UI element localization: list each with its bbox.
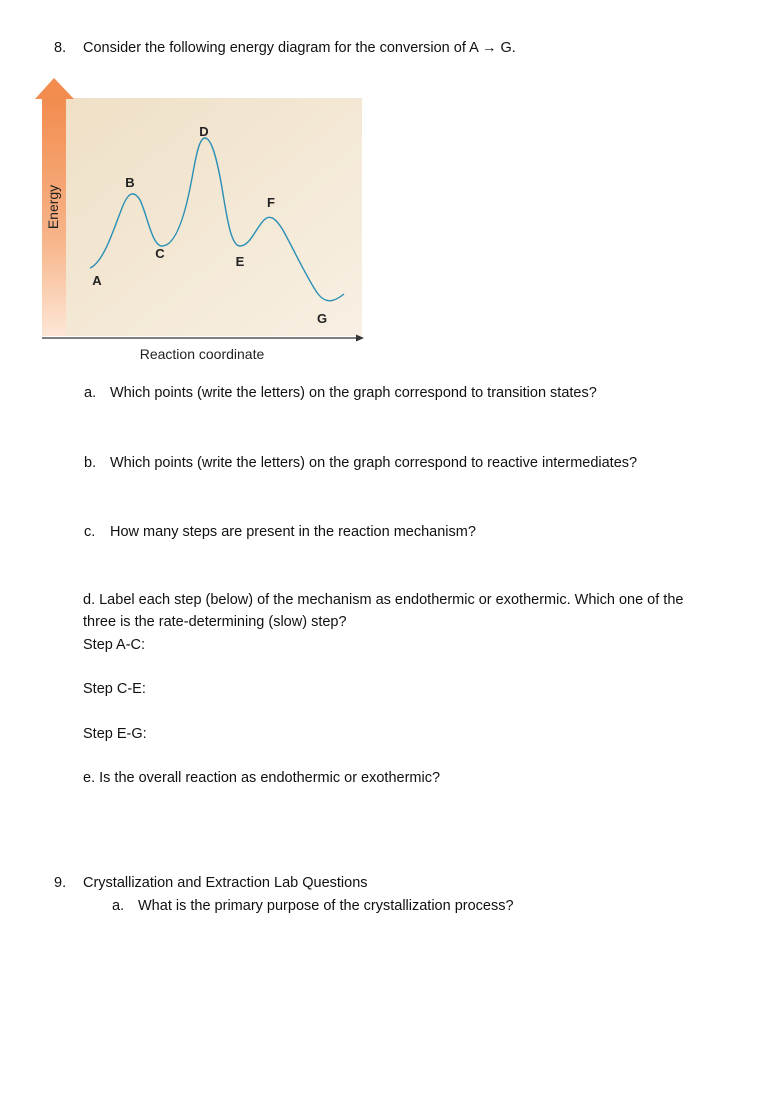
question-9a-text: What is the primary purpose of the crystallization process? (138, 898, 514, 914)
part-e-question: e. Is the overall reaction as endothermic or exothermic? (83, 770, 441, 786)
part-c-marker: c. (84, 524, 96, 540)
step-c-e-label: Step C-E: (83, 681, 146, 697)
part-d-question-line1: d. Label each step (below) of the mechanism as endothermic or exothermic. Which one of the (83, 592, 684, 608)
point-label-d: D (199, 124, 209, 139)
part-b-marker: b. (84, 455, 97, 471)
question-8-prompt: Consider the following energy diagram for the conversion of A → G. (83, 40, 516, 56)
point-label-a: A (92, 273, 102, 288)
part-a-question: Which points (write the letters) on the graph correspond to transition states? (110, 385, 597, 401)
question-8-number: 8. (54, 40, 67, 56)
question-9a-marker: a. (112, 898, 125, 914)
point-label-c: C (155, 246, 165, 261)
point-label-g: G (316, 311, 328, 326)
question-9-number: 9. (54, 875, 67, 891)
part-d-question-line2: three is the rate-determining (slow) step? (83, 614, 347, 630)
question-9-title: Crystallization and Extraction Lab Questions (83, 875, 368, 891)
part-b-question: Which points (write the letters) on the graph correspond to reactive intermediates? (110, 455, 638, 471)
y-axis-label: Energy (45, 184, 61, 230)
step-e-g-label: Step E-G: (83, 726, 147, 742)
step-a-c-label: Step A-C: (83, 637, 146, 653)
point-label-b: B (125, 175, 135, 190)
part-a-marker: a. (84, 385, 97, 401)
point-label-e: E (235, 254, 245, 269)
point-label-f: F (267, 195, 275, 210)
energy-diagram (0, 0, 770, 380)
part-c-question: How many steps are present in the reaction mechanism? (110, 524, 476, 540)
x-axis-label: Reaction coordinate (139, 346, 265, 362)
plot-background (66, 98, 362, 336)
